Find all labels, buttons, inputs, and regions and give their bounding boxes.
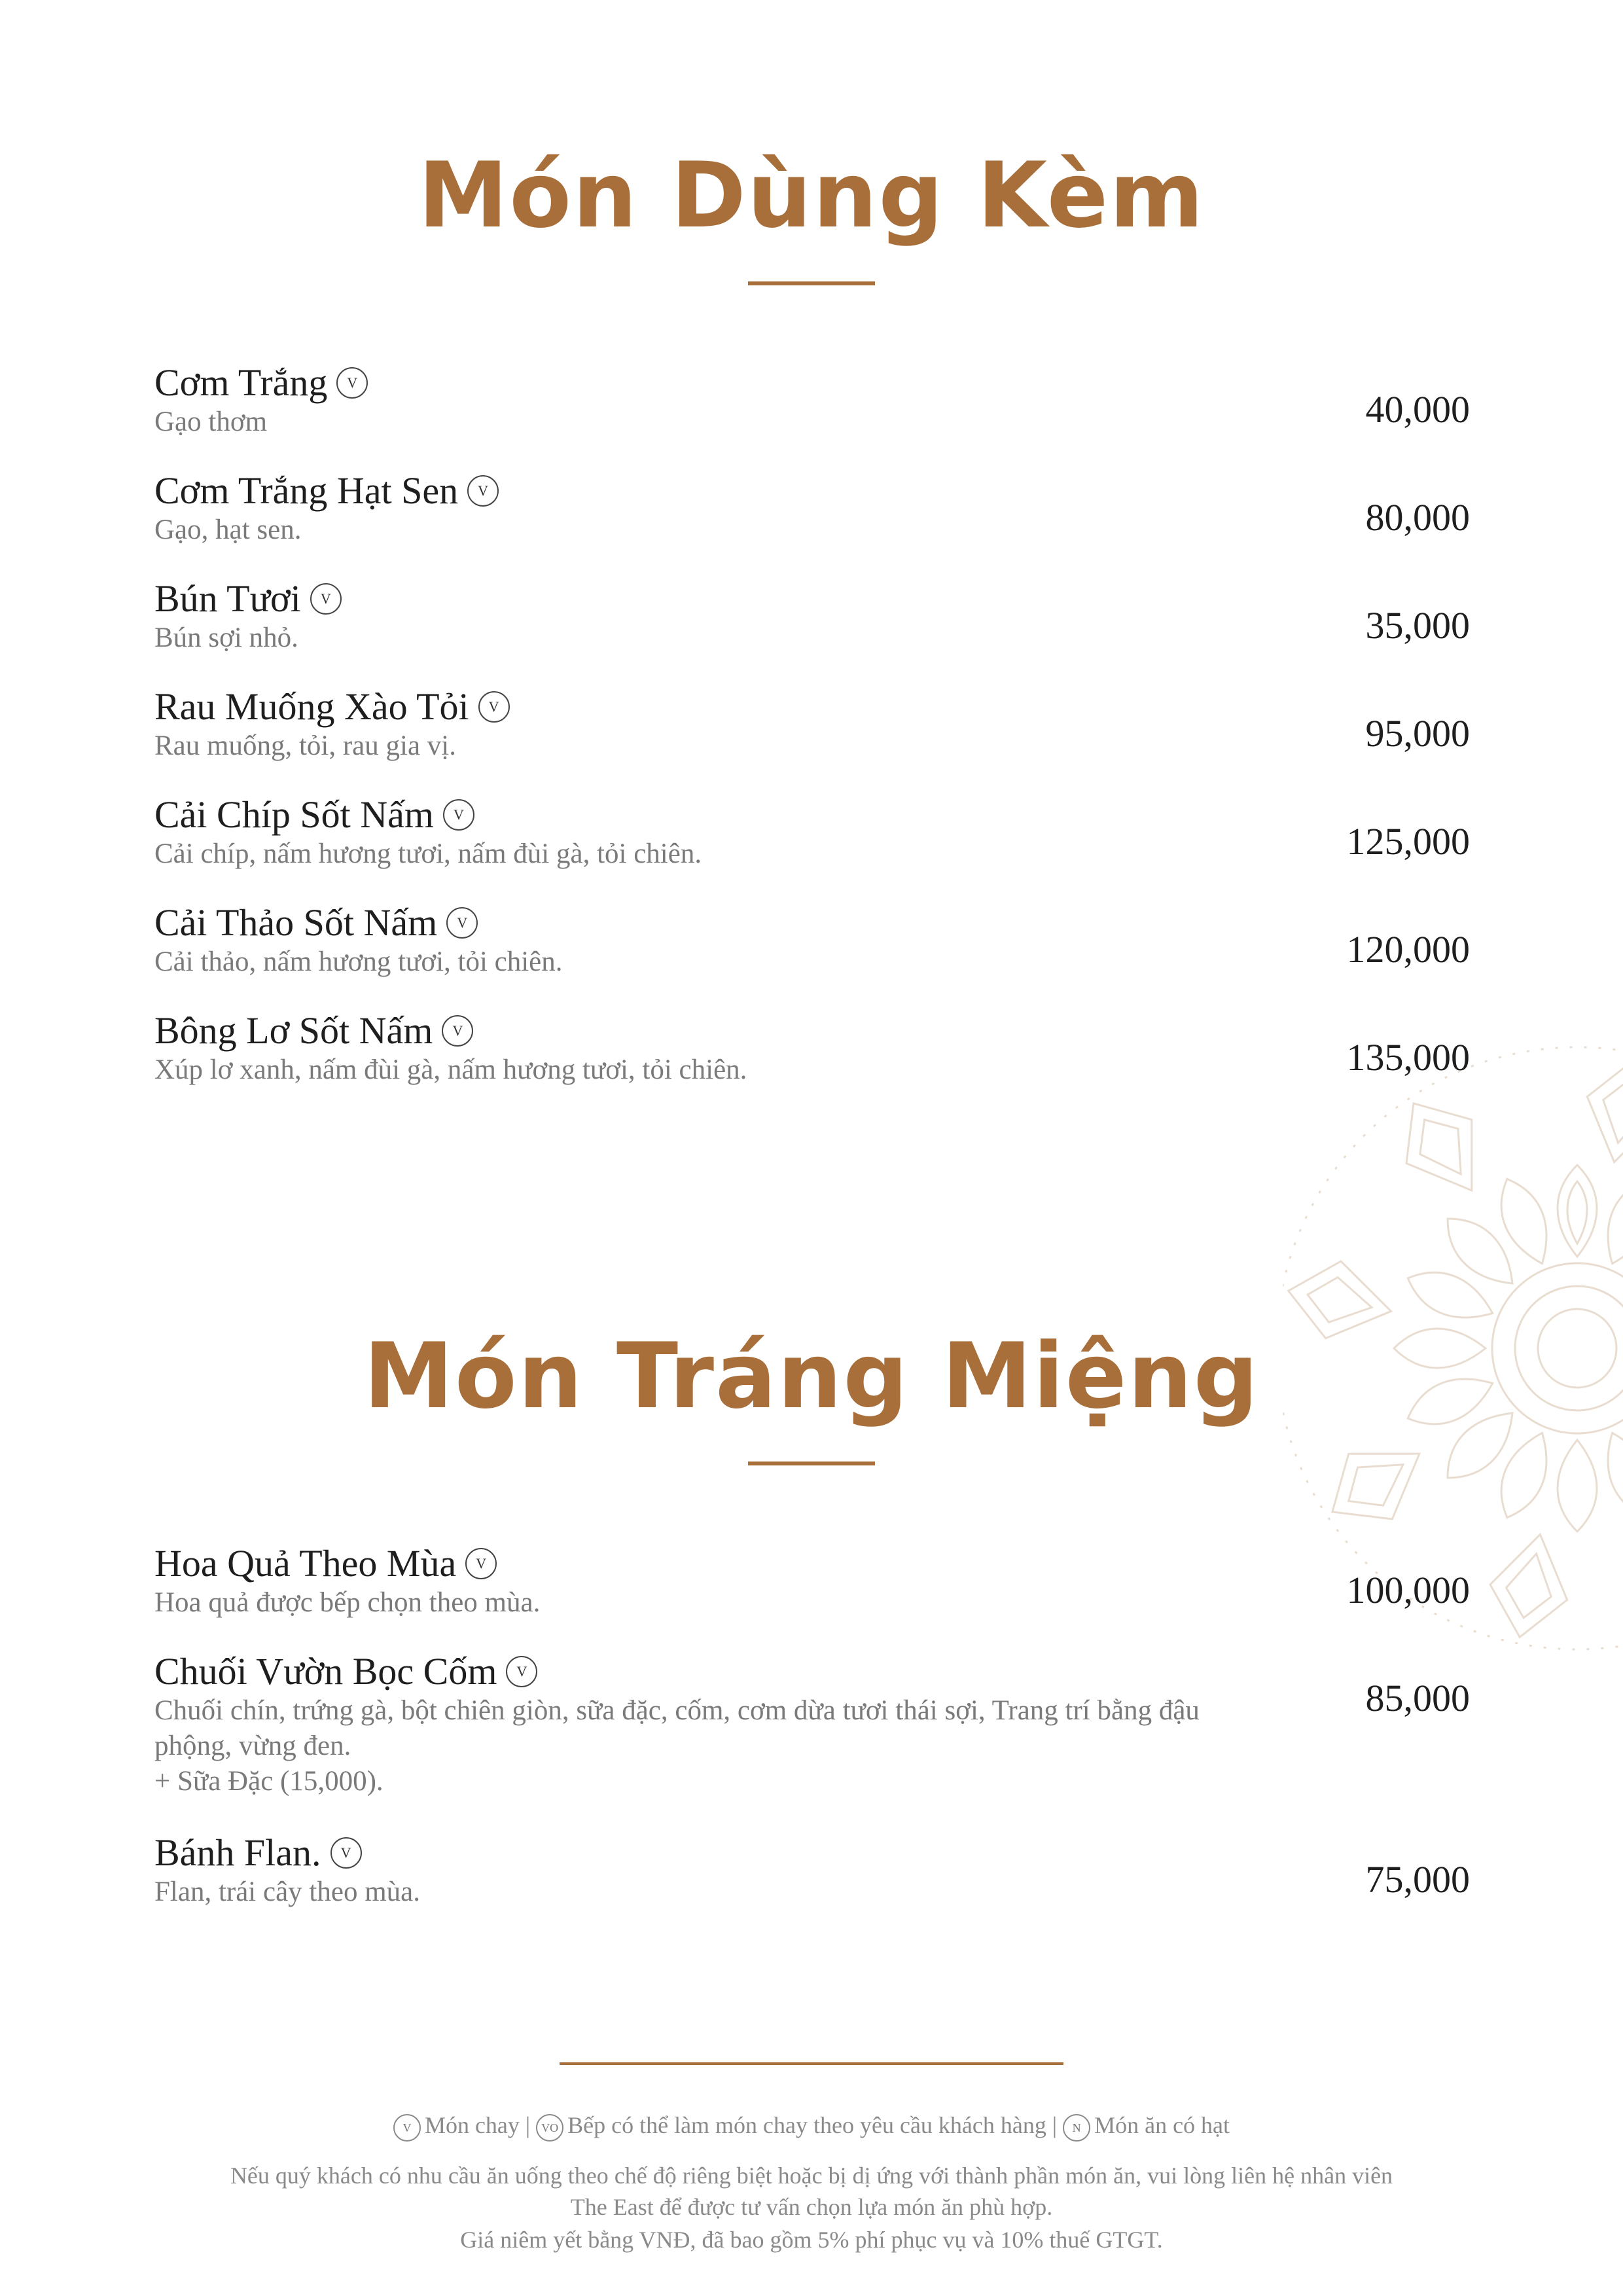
- title-underline: [748, 281, 875, 285]
- price-note: Giá niêm yết bằng VNĐ, đã bao gồm 5% phí phục vụ và 10% thuế GTGT.: [460, 2227, 1163, 2253]
- menu-item: [154, 1831, 1470, 1910]
- legend-vegetarian-option: Bếp có thể làm món chay theo yêu cầu khách hàng: [567, 2112, 1046, 2138]
- menu-item: [154, 685, 1470, 764]
- item-price: 120,000: [1346, 928, 1470, 971]
- item-price: 40,000: [1365, 388, 1470, 431]
- item-price: 75,000: [1365, 1858, 1470, 1901]
- item-description: Bún sợi nhỏ.: [154, 622, 298, 653]
- item-description: Cải thảo, nấm hương tươi, tỏi chiên.: [154, 946, 563, 977]
- vegetarian-badge-icon: V: [467, 475, 499, 507]
- item-price: 80,000: [1365, 496, 1470, 539]
- item-price: 95,000: [1365, 712, 1470, 755]
- allergy-note: Nếu quý khách có nhu cầu ăn uống theo chế độ riêng biệt hoặc bị dị ứng với thành phần món ăn, vui lòng liên hệ nhân viên The East để được tư vấn chọn lựa món ăn phù hợp.: [230, 2162, 1393, 2220]
- legend-nuts: Món ăn có hạt: [1094, 2112, 1230, 2138]
- vegetarian-badge-icon: V: [478, 691, 510, 723]
- section-title-desserts: Món Tráng Miệng: [363, 1323, 1260, 1429]
- legend-separator: |: [1052, 2112, 1058, 2138]
- item-description: Rau muống, tỏi, rau gia vị.: [154, 730, 456, 761]
- menu-item: [154, 901, 1470, 980]
- item-name: Rau Muống Xào Tỏi: [154, 685, 469, 728]
- item-price: 85,000: [1365, 1677, 1470, 1719]
- vegetarian-option-icon: VO: [536, 2114, 563, 2142]
- vegetarian-badge-icon: V: [336, 367, 368, 399]
- item-description: Chuối chín, trứng gà, bột chiên giòn, sữa đặc, cốm, cơm dừa tươi thái sợi, Trang trí bằng đậu phộng, vừng đen.: [154, 1695, 1200, 1761]
- title-underline: [748, 1462, 875, 1465]
- legend-vegetarian: Món chay: [424, 2112, 520, 2138]
- item-price: 35,000: [1365, 604, 1470, 647]
- footer-divider: [560, 2062, 1063, 2065]
- item-description: Flan, trái cây theo mùa.: [154, 1876, 420, 1907]
- vegetarian-badge-icon: V: [442, 1015, 473, 1047]
- item-description: Gạo, hạt sen.: [154, 514, 302, 545]
- vegetarian-badge-icon: V: [506, 1656, 537, 1687]
- legend: [0, 2111, 1623, 2142]
- item-name: Bún Tươi: [154, 577, 301, 620]
- item-name: Bông Lơ Sốt Nấm: [154, 1009, 433, 1052]
- item-description: Hoa quả được bếp chọn theo mùa.: [154, 1587, 541, 1618]
- item-name: Cải Chíp Sốt Nấm: [154, 793, 434, 836]
- item-name: Bánh Flan.: [154, 1831, 321, 1874]
- legend-separator: |: [525, 2112, 531, 2138]
- item-name: Cơm Trắng: [154, 361, 328, 404]
- vegetarian-badge-icon: V: [443, 799, 474, 831]
- item-description: Gạo thơm: [154, 406, 268, 437]
- item-price: 125,000: [1346, 820, 1470, 863]
- menu-item: [154, 361, 1470, 440]
- menu-item: [154, 1009, 1470, 1088]
- vegetarian-badge-icon: V: [465, 1548, 497, 1579]
- menu-item: [154, 793, 1470, 872]
- item-description: Cải chíp, nấm hương tươi, nấm đùi gà, tỏi chiên.: [154, 838, 702, 869]
- vegetarian-badge-icon: V: [330, 1837, 362, 1869]
- section-title-side-dishes: Món Dùng Kèm: [418, 143, 1205, 248]
- item-description: Xúp lơ xanh, nấm đùi gà, nấm hương tươi, tỏi chiên.: [154, 1054, 747, 1085]
- item-extra-option: + Sữa Đặc (15,000).: [154, 1766, 383, 1797]
- item-name: Cơm Trắng Hạt Sen: [154, 469, 459, 512]
- menu-item: [154, 1650, 1470, 1799]
- vegetarian-badge-icon: V: [446, 907, 478, 939]
- menu-item: [154, 577, 1470, 656]
- menu-item: [154, 469, 1470, 548]
- item-name: Hoa Quả Theo Mùa: [154, 1542, 457, 1585]
- menu-item: [154, 1542, 1470, 1621]
- item-price: 135,000: [1346, 1036, 1470, 1079]
- nuts-icon: N: [1063, 2114, 1090, 2142]
- vegetarian-icon: V: [393, 2114, 421, 2142]
- item-name: Cải Thảo Sốt Nấm: [154, 901, 438, 944]
- item-name: Chuối Vườn Bọc Cốm: [154, 1650, 497, 1693]
- vegetarian-badge-icon: V: [310, 583, 342, 615]
- item-price: 100,000: [1346, 1569, 1470, 1611]
